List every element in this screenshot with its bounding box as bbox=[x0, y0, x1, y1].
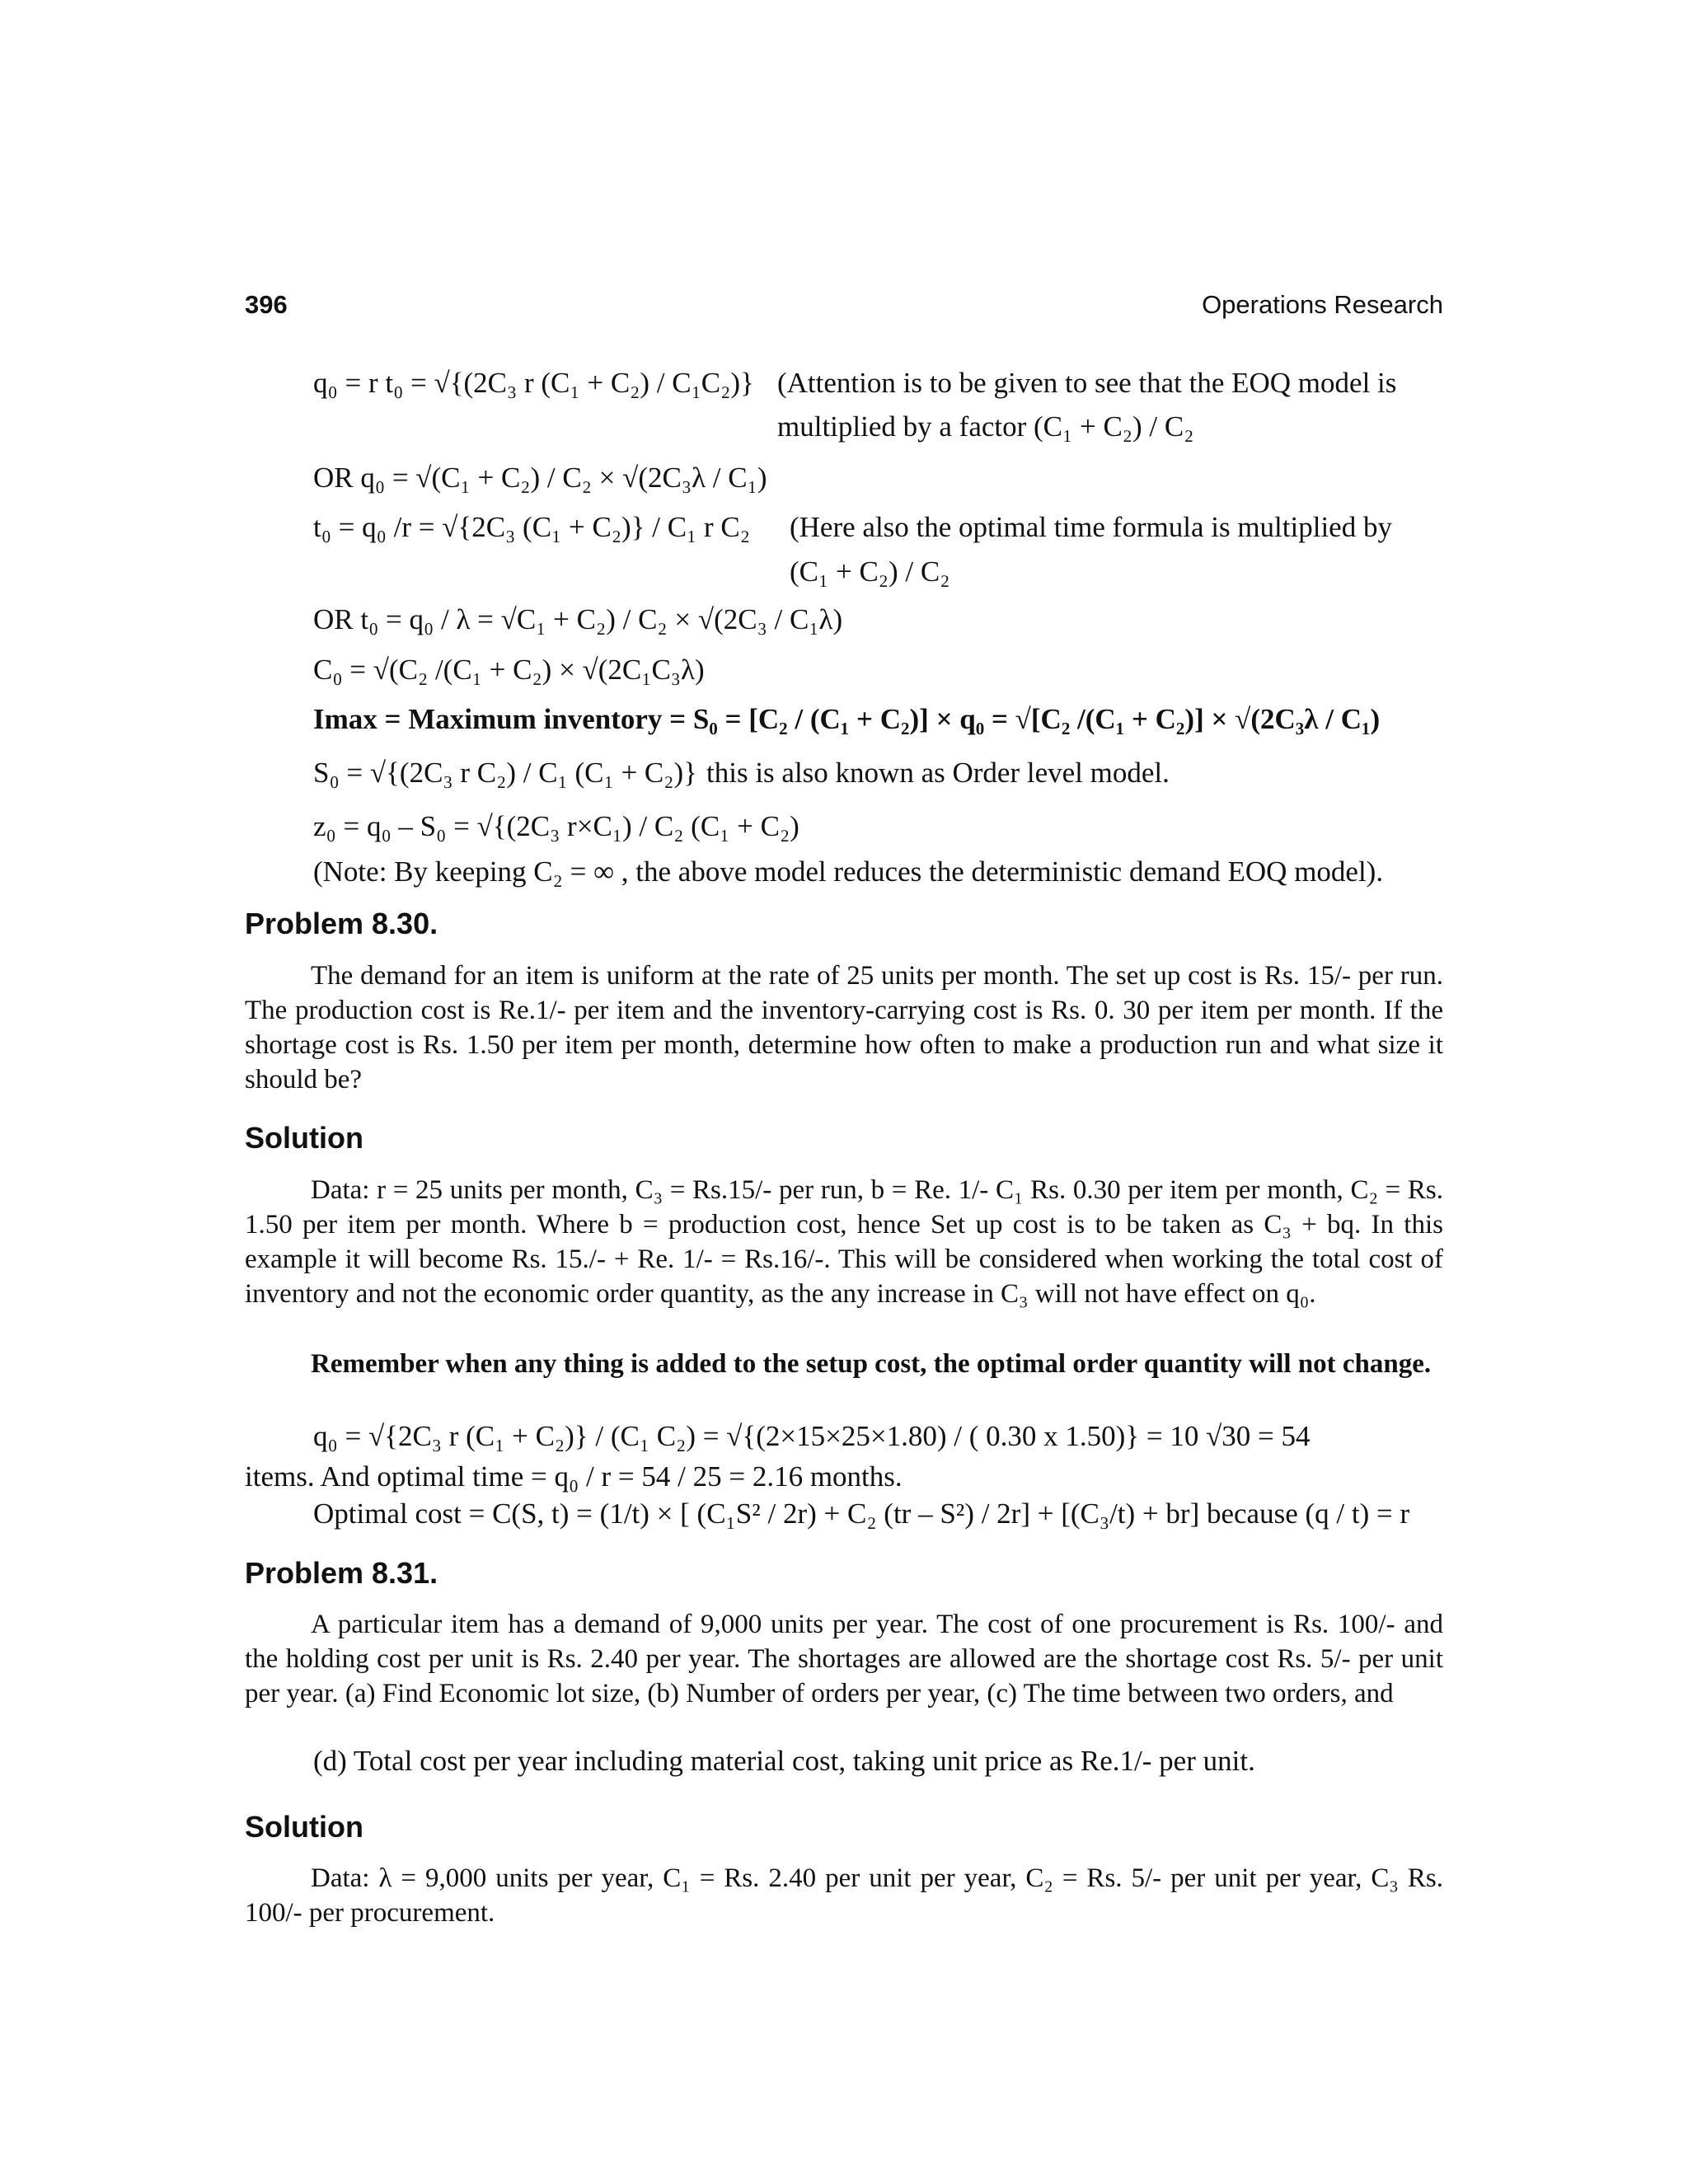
formula-imax: Imax = Maximum inventory = S₀ = [C₂ / (C₁ + C₂)] × q₀ = √[C₂ /(C₁ + C₂)] × √(2C₃λ / C₁) bbox=[313, 703, 1381, 735]
model-note: (Note: By keeping C₂ = ∞ , the above model reduces the deterministic demand EOQ model). bbox=[313, 855, 1384, 888]
problem-830-heading: Problem 8.30. bbox=[245, 907, 438, 940]
formula-s0-note: this is also known as Order level model. bbox=[706, 757, 1170, 789]
formula-t0-alt: OR t₀ = q₀ / λ = √C₁ + C₂) / C₂ × √(2C₃ / C₁λ) bbox=[313, 603, 843, 635]
solution-830-cost: Optimal cost = C(S, t) = (1/t) × [ (C₁S² / 2r) + C₂ (tr – S²) / 2r] + [(C₃/t) + br] because (q / t) = r bbox=[313, 1497, 1410, 1530]
formula-q0-alt: OR q₀ = √(C₁ + C₂) / C₂ × √(2C₃λ / C₁) bbox=[313, 462, 767, 494]
formula-q0-note-1: (Attention is to be given to see that the EOQ model is bbox=[777, 367, 1397, 399]
problem-830-text: The demand for an item is uniform at the rate of 25 units per month. The set up cost is Rs. 15/- per run. The production cost is Re.1/- per item and the inventory-carrying cost is Rs. 0. 30 per item per month. If the shortage cost is Rs. 1.50 per item per month, determine how often to make a production run and what size it should be? bbox=[245, 961, 1443, 1094]
solution-830-calc-2: items. And optimal time = q₀ / r = 54 / 25 = 2.16 months. bbox=[245, 1460, 903, 1493]
formula-t0-note-2: (C₁ + C₂) / C₂ bbox=[790, 555, 950, 588]
formula-q0-note-2: multiplied by a factor (C₁ + C₂) / C₂ bbox=[777, 410, 1194, 443]
solution-830-data: Data: r = 25 units per month, C₃ = Rs.15/- per run, b = Re. 1/- C₁ Rs. 0.30 per item per month, C₂ = Rs. 1.50 per item per month. Where b = production cost, hence Set up cost is to be taken as C₃ + bq. In this example it will become Rs. 15./- + Re. 1/- = Rs.16/-. This will be considered when working the total cost of inventory and not the economic order quantity, as the any increase in C₃ will not have effect on q₀. bbox=[245, 1175, 1443, 1309]
running-title: Operations Research bbox=[1202, 290, 1443, 319]
problem-831-text-d: (d) Total cost per year including material cost, taking unit price as Re.1/- per unit. bbox=[313, 1745, 1255, 1777]
problem-831-text: A particular item has a demand of 9,000 units per year. The cost of one procurement is Rs. 100/- and the holding cost per unit is Rs. 2.40 per year. The shortages are allowed are the shortage cost Rs. 5/- per unit per year. (a) Find Economic lot size, (b) Number of orders per year, (c) The time between two orders, and bbox=[245, 1610, 1443, 1708]
problem-831-heading: Problem 8.31. bbox=[245, 1556, 438, 1590]
formula-c0: C₀ = √(C₂ /(C₁ + C₂) × √(2C₁C₃λ) bbox=[313, 654, 705, 686]
solution-830-calc: q₀ = √{2C₃ r (C₁ + C₂)} / (C₁ C₂) = √{(2×15×25×1.80) / ( 0.30 x 1.50)} = 10 √30 = 54 bbox=[313, 1420, 1311, 1452]
formula-s0: S₀ = √{(2C₃ r C₂) / C₁ (C₁ + C₂)} bbox=[313, 757, 697, 789]
solution-831-data: Data: λ = 9,000 units per year, C₁ = Rs. 2.40 per unit per year, C₂ = Rs. 5/- per unit per year, C₃ Rs. 100/- per procurement. bbox=[245, 1863, 1443, 1928]
formula-z0: z₀ = q₀ – S₀ = √{(2C₃ r×C₁) / C₂ (C₁ + C₂) bbox=[313, 810, 799, 842]
solution-830-heading: Solution bbox=[245, 1121, 363, 1155]
formula-t0: t₀ = q₀ /r = √{2C₃ (C₁ + C₂)} / C₁ r C₂ bbox=[313, 511, 750, 543]
formula-q0: q₀ = r t₀ = √{(2C₃ r (C₁ + C₂) / C₁C₂)} bbox=[313, 367, 754, 399]
formula-t0-note-1: (Here also the optimal time formula is multiplied by bbox=[790, 511, 1392, 543]
solution-830-remember: Remember when any thing is added to the setup cost, the optimal order quantity will not change. bbox=[311, 1349, 1432, 1379]
solution-831-heading: Solution bbox=[245, 1810, 363, 1844]
page-number: 396 bbox=[245, 290, 288, 319]
